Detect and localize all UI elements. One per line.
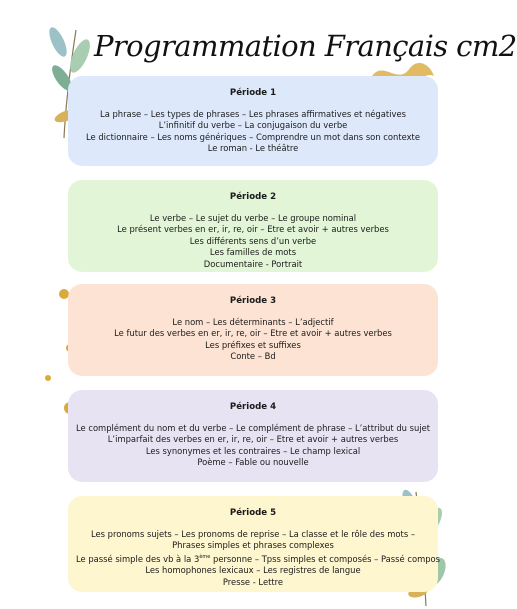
period-1-line: L’infinitif du verbe – La conjugaison du verbe	[158, 120, 348, 131]
passe-simple-text: Le passé simple des vb à la 3	[76, 553, 200, 564]
period-1-line: Le dictionnaire – Les noms génériques – Comprendre un mot dans son contexte	[86, 131, 420, 142]
period-2-label: Période 2	[229, 192, 277, 202]
period-5-line: Les pronoms sujets – Les pronoms de reprise – La classe et le rôle des mots – Phrases simples et phrases complexes	[90, 528, 416, 551]
page-title: Programmation Français cm2	[94, 29, 517, 63]
period-3-line: Le futur des verbes en er, ir, re, oir – Etre et avoir + autres verbes	[114, 328, 392, 339]
period-2-line: Les familles de mots	[209, 247, 297, 258]
period-4-line: L’imparfait des verbes en er, ir, re, oir – Etre et avoir + autres verbes	[107, 434, 399, 445]
period-4-line: Le complément du nom et du verbe – Le complément de phrase – L’attribut du sujet	[76, 422, 431, 433]
period-4-line: Les synonymes et les contraires – Le champ lexical	[145, 445, 361, 456]
period-5-card	[68, 496, 441, 592]
period-5-line	[76, 552, 441, 565]
period-2-line: Le présent verbes en er, ir, re, oir – Etre et avoir + autres verbes	[117, 224, 389, 235]
superscript-text: ème	[199, 553, 211, 560]
period-1-line: Le roman - Le théâtre	[207, 143, 299, 154]
period-2-card	[68, 180, 438, 272]
period-4-label: Période 4	[229, 402, 277, 412]
passe-simple-text: personne –	[210, 553, 262, 564]
period-4-card	[68, 390, 438, 482]
period-1-label: Période 1	[229, 88, 277, 98]
period-3-label: Période 3	[229, 296, 277, 306]
period-2-line: Documentaire - Portrait	[203, 258, 303, 269]
period-3-line: Les préfixes et suffixes	[205, 339, 301, 350]
period-5-label: Période 5	[229, 508, 277, 518]
period-2-line: Le verbe – Le sujet du verbe – Le groupe nominal	[149, 212, 357, 223]
period-5-line: Presse - Lettre	[222, 576, 284, 587]
passe-simple-text: Tpss simples et composés – Passé compos	[261, 553, 441, 564]
period-2-line: Les différents sens d’un verbe	[189, 235, 317, 246]
period-4-line: Poème – Fable ou nouvelle	[197, 457, 309, 468]
period-5-line: Les homophones lexicaux – Les registres de langue	[145, 565, 361, 576]
period-3-card	[68, 284, 438, 376]
period-3-line: Conte – Bd	[230, 351, 276, 362]
period-1-line: La phrase – Les types de phrases – Les phrases affirmatives et négatives	[100, 108, 406, 119]
period-1-card	[68, 76, 438, 166]
period-3-line: Le nom – Les déterminants – L’adjectif	[172, 316, 334, 327]
